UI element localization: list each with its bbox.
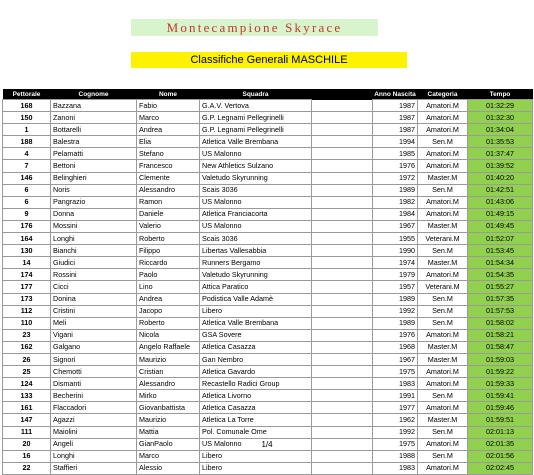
cell-categoria: Master.M xyxy=(418,220,468,232)
cell-squadra: Libero xyxy=(200,462,312,474)
cell-anno-nascita: 1990 xyxy=(373,245,418,257)
cell-cognome: Vigani xyxy=(51,329,137,341)
table-row xyxy=(3,100,533,112)
cell-pettorale: 168 xyxy=(3,100,51,112)
table-row xyxy=(3,402,533,414)
cell-tempo: 01:35:53 xyxy=(468,136,533,148)
cell-pettorale: 1 xyxy=(3,124,51,136)
cell-anno-nascita: 1984 xyxy=(373,208,418,220)
cell-anno-nascita: 1991 xyxy=(373,390,418,402)
cell-pettorale: 7 xyxy=(3,160,51,172)
cell-pettorale: 14 xyxy=(3,257,51,269)
cell-anno-nascita: 1987 xyxy=(373,112,418,124)
cell-cognome: Donna xyxy=(51,208,137,220)
cell-cognome: Balestra xyxy=(51,136,137,148)
cell-squadra: Atletica Casazza xyxy=(200,341,312,353)
cell-cognome: Cicci xyxy=(51,281,137,293)
cell-cognome: Galgano xyxy=(51,341,137,353)
cell-cognome: Angeli xyxy=(51,438,137,450)
cell-cognome: Bazzana xyxy=(51,100,137,112)
cell-cognome: Dismanti xyxy=(51,378,137,390)
cell-tempo: 01:53:45 xyxy=(468,245,533,257)
cell-squadra: US Malonno xyxy=(200,438,312,450)
cell-nome: Maurizio xyxy=(137,353,200,365)
cell-tempo: 01:32:30 xyxy=(468,112,533,124)
cell-blank xyxy=(312,353,373,365)
cell-anno-nascita: 1955 xyxy=(373,233,418,245)
cell-tempo: 01:37:47 xyxy=(468,148,533,160)
cell-blank xyxy=(312,462,373,474)
cell-nome: Fabio xyxy=(137,100,200,112)
cell-squadra: Attica Paratico xyxy=(200,281,312,293)
table-row xyxy=(3,148,533,160)
cell-anno-nascita: 1975 xyxy=(373,438,418,450)
cell-tempo: 01:55:27 xyxy=(468,281,533,293)
table-row xyxy=(3,353,533,365)
table-row xyxy=(3,124,533,136)
cell-tempo: 01:49:45 xyxy=(468,220,533,232)
cell-nome: Valerio xyxy=(137,220,200,232)
cell-tempo: 02:01:56 xyxy=(468,450,533,462)
cell-pettorale: 133 xyxy=(3,390,51,402)
cell-categoria: Sen.M xyxy=(418,293,468,305)
cell-squadra: Atletica Valle Brembana xyxy=(200,136,312,148)
cell-pettorale: 26 xyxy=(3,353,51,365)
cell-blank xyxy=(312,148,373,160)
cell-anno-nascita: 1987 xyxy=(373,100,418,112)
cell-tempo: 01:54:35 xyxy=(468,269,533,281)
table-row xyxy=(3,462,533,474)
table-header-row xyxy=(3,89,533,100)
cell-tempo: 01:59:46 xyxy=(468,402,533,414)
cell-pettorale: 124 xyxy=(3,378,51,390)
cell-anno-nascita: 1994 xyxy=(373,136,418,148)
cell-cognome: Pelamatti xyxy=(51,148,137,160)
cell-squadra: Atletica Gavardo xyxy=(200,366,312,378)
cell-nome: Mattia xyxy=(137,426,200,438)
page-subtitle: Classifiche Generali MASCHILE xyxy=(131,52,407,68)
cell-categoria: Sen.M xyxy=(418,426,468,438)
table-row xyxy=(3,378,533,390)
cell-cognome: Agazzi xyxy=(51,414,137,426)
cell-anno-nascita: 1977 xyxy=(373,402,418,414)
cell-cognome: Belinghieri xyxy=(51,172,137,184)
cell-blank xyxy=(312,233,373,245)
column-header-squadra: Squadra xyxy=(200,89,312,100)
cell-pettorale: 188 xyxy=(3,136,51,148)
column-header-blank xyxy=(312,89,373,100)
cell-categoria: Amatori.M xyxy=(418,124,468,136)
cell-nome: Paolo xyxy=(137,269,200,281)
cell-nome: Lino xyxy=(137,281,200,293)
cell-anno-nascita: 1985 xyxy=(373,148,418,160)
cell-pettorale: 162 xyxy=(3,341,51,353)
cell-anno-nascita: 1992 xyxy=(373,426,418,438)
cell-nome: Maurizio xyxy=(137,414,200,426)
column-header-anno-nascita: Anno Nascita xyxy=(374,90,416,98)
cell-squadra: Atletica Valle Brembana xyxy=(200,317,312,329)
cell-categoria: Master.M xyxy=(418,341,468,353)
cell-anno-nascita: 1992 xyxy=(373,305,418,317)
cell-categoria: Master.M xyxy=(418,414,468,426)
cell-nome: Alessio xyxy=(137,462,200,474)
cell-blank xyxy=(312,112,373,124)
table-row xyxy=(3,172,533,184)
cell-anno-nascita: 1983 xyxy=(373,462,418,474)
cell-cognome: Pangrazio xyxy=(51,196,137,208)
cell-pettorale: 4 xyxy=(3,148,51,160)
cell-anno-nascita: 1976 xyxy=(373,160,418,172)
cell-nome: Riccardo xyxy=(137,257,200,269)
cell-categoria: Amatori.M xyxy=(418,462,468,474)
cell-tempo: 01:49:15 xyxy=(468,208,533,220)
cell-categoria: Master.M xyxy=(418,172,468,184)
cell-anno-nascita: 1979 xyxy=(373,269,418,281)
cell-tempo: 01:59:33 xyxy=(468,378,533,390)
cell-anno-nascita: 1982 xyxy=(373,196,418,208)
cell-pettorale: 22 xyxy=(3,462,51,474)
cell-blank xyxy=(312,414,373,426)
table-row xyxy=(3,281,533,293)
cell-pettorale: 16 xyxy=(3,450,51,462)
cell-anno-nascita: 1967 xyxy=(373,220,418,232)
cell-nome: Roberto xyxy=(137,317,200,329)
cell-tempo: 01:58:47 xyxy=(468,341,533,353)
cell-blank xyxy=(312,196,373,208)
cell-anno-nascita: 1976 xyxy=(373,329,418,341)
cell-squadra: Runners Bergamo xyxy=(200,257,312,269)
cell-pettorale: 161 xyxy=(3,402,51,414)
cell-blank xyxy=(312,378,373,390)
cell-cognome: Cristini xyxy=(51,305,137,317)
cell-squadra: Scais 3036 xyxy=(200,184,312,196)
cell-pettorale: 174 xyxy=(3,269,51,281)
cell-nome: Ramon xyxy=(137,196,200,208)
cell-anno-nascita: 1989 xyxy=(373,317,418,329)
cell-tempo: 01:52:07 xyxy=(468,233,533,245)
cell-squadra: Gan Nembro xyxy=(200,353,312,365)
cell-pettorale: 150 xyxy=(3,112,51,124)
cell-categoria: Amatori.M xyxy=(418,269,468,281)
cell-squadra: US Malonno xyxy=(200,196,312,208)
table-row xyxy=(3,341,533,353)
cell-nome: Mirko xyxy=(137,390,200,402)
cell-nome: Andrea xyxy=(137,293,200,305)
table-row xyxy=(3,366,533,378)
cell-pettorale: 25 xyxy=(3,366,51,378)
cell-pettorale: 173 xyxy=(3,293,51,305)
cell-anno-nascita: 1974 xyxy=(373,257,418,269)
cell-cognome: Donina xyxy=(51,293,137,305)
cell-tempo: 01:59:03 xyxy=(468,353,533,365)
table-row xyxy=(3,329,533,341)
cell-nome: Jacopo xyxy=(137,305,200,317)
column-header-categoria: Categoria xyxy=(418,89,468,100)
cell-nome: Filippo xyxy=(137,245,200,257)
cell-anno-nascita: 1967 xyxy=(373,353,418,365)
cell-tempo: 02:02:45 xyxy=(468,462,533,474)
cell-anno-nascita: 1972 xyxy=(373,172,418,184)
cell-categoria: Sen.M xyxy=(418,390,468,402)
cell-anno-nascita: 1983 xyxy=(373,378,418,390)
cell-nome: Andrea xyxy=(137,124,200,136)
cell-pettorale: 6 xyxy=(3,184,51,196)
cell-squadra: Atletica Casazza xyxy=(200,402,312,414)
results-table xyxy=(2,89,533,475)
cell-pettorale: 110 xyxy=(3,317,51,329)
cell-blank xyxy=(312,269,373,281)
cell-nome: Angelo Raffaele xyxy=(137,341,200,353)
cell-nome: Nicola xyxy=(137,329,200,341)
cell-cognome: Maiolini xyxy=(51,426,137,438)
cell-squadra: GSA Sovere xyxy=(200,329,312,341)
table-row xyxy=(3,233,533,245)
table-row xyxy=(3,245,533,257)
cell-cognome: Zanoni xyxy=(51,112,137,124)
cell-categoria: Amatori.M xyxy=(418,366,468,378)
cell-cognome: Chemotti xyxy=(51,366,137,378)
cell-cognome: Longhi xyxy=(51,450,137,462)
cell-categoria: Veterani.M xyxy=(418,233,468,245)
table-row xyxy=(3,112,533,124)
cell-anno-nascita: 1968 xyxy=(373,341,418,353)
cell-squadra: Valetudo Skyrunning xyxy=(200,269,312,281)
column-header-pettorale: Pettorale xyxy=(3,89,51,100)
cell-blank xyxy=(312,136,373,148)
table-row xyxy=(3,317,533,329)
cell-cognome: Bettoni xyxy=(51,160,137,172)
cell-blank xyxy=(312,329,373,341)
cell-tempo: 01:59:51 xyxy=(468,414,533,426)
table-row xyxy=(3,136,533,148)
table-row xyxy=(3,293,533,305)
cell-tempo: 01:42:51 xyxy=(468,184,533,196)
cell-cognome: Noris xyxy=(51,184,137,196)
cell-categoria: Veterani.M xyxy=(418,281,468,293)
cell-nome: Roberto xyxy=(137,233,200,245)
cell-blank xyxy=(312,172,373,184)
cell-squadra: Podistica Valle Adamè xyxy=(200,293,312,305)
cell-categoria: Amatori.M xyxy=(418,100,468,112)
cell-blank xyxy=(312,160,373,172)
cell-categoria: Amatori.M xyxy=(418,378,468,390)
cell-cognome: Flaccadori xyxy=(51,402,137,414)
cell-squadra: Atletica La Torre xyxy=(200,414,312,426)
cell-categoria: Sen.M xyxy=(418,305,468,317)
cell-squadra: US Malonno xyxy=(200,220,312,232)
cell-categoria: Amatori.M xyxy=(418,148,468,160)
cell-tempo: 01:39:52 xyxy=(468,160,533,172)
cell-tempo: 01:34:04 xyxy=(468,124,533,136)
cell-anno-nascita: 1957 xyxy=(373,281,418,293)
cell-cognome: Staffieri xyxy=(51,462,137,474)
cell-pettorale: 112 xyxy=(3,305,51,317)
cell-categoria: Amatori.M xyxy=(418,160,468,172)
cell-cognome: Mossini xyxy=(51,220,137,232)
cell-blank xyxy=(312,100,373,112)
cell-blank xyxy=(312,402,373,414)
cell-tempo: 01:59:41 xyxy=(468,390,533,402)
cell-pettorale: 111 xyxy=(3,426,51,438)
cell-blank xyxy=(312,293,373,305)
cell-squadra: Pol. Comunale Ome xyxy=(200,426,312,438)
cell-blank xyxy=(312,257,373,269)
column-header-nome: Nome xyxy=(137,89,200,100)
cell-squadra: Recastello Radici Group xyxy=(200,378,312,390)
cell-nome: Daniele xyxy=(137,208,200,220)
cell-categoria: Sen.M xyxy=(418,245,468,257)
cell-categoria: Amatori.M xyxy=(418,196,468,208)
cell-squadra: Atletica Franciacorta xyxy=(200,208,312,220)
cell-blank xyxy=(312,305,373,317)
cell-tempo: 02:01:13 xyxy=(468,426,533,438)
cell-squadra: Libero xyxy=(200,450,312,462)
cell-pettorale: 20 xyxy=(3,438,51,450)
page-title: Montecampione Skyrace xyxy=(131,19,378,36)
cell-cognome: Rossini xyxy=(51,269,137,281)
cell-pettorale: 176 xyxy=(3,220,51,232)
cell-tempo: 01:58:02 xyxy=(468,317,533,329)
cell-tempo: 01:57:53 xyxy=(468,305,533,317)
cell-blank xyxy=(312,208,373,220)
cell-nome: Francesco xyxy=(137,160,200,172)
cell-tempo: 01:40:20 xyxy=(468,172,533,184)
cell-categoria: Amatori.M xyxy=(418,402,468,414)
table-row xyxy=(3,257,533,269)
cell-nome: GianPaolo xyxy=(137,438,200,450)
cell-squadra: Atletica Livorno xyxy=(200,390,312,402)
cell-nome: Stefano xyxy=(137,148,200,160)
table-row xyxy=(3,196,533,208)
cell-tempo: 01:54:34 xyxy=(468,257,533,269)
cell-tempo: 01:57:35 xyxy=(468,293,533,305)
cell-tempo: 01:32:29 xyxy=(468,100,533,112)
table-row xyxy=(3,160,533,172)
cell-blank xyxy=(312,184,373,196)
cell-tempo: 01:59:22 xyxy=(468,366,533,378)
cell-tempo: 02:01:35 xyxy=(468,438,533,450)
column-header-cognome: Cognome xyxy=(51,89,137,100)
cell-squadra: US Malonno xyxy=(200,148,312,160)
cell-anno-nascita: 1989 xyxy=(373,293,418,305)
cell-squadra: New Athletics Sulzano xyxy=(200,160,312,172)
cell-nome: Alessandro xyxy=(137,378,200,390)
cell-pettorale: 147 xyxy=(3,414,51,426)
cell-tempo: 01:43:06 xyxy=(468,196,533,208)
table-row xyxy=(3,220,533,232)
table-row xyxy=(3,426,533,438)
cell-blank xyxy=(312,450,373,462)
cell-blank xyxy=(312,390,373,402)
cell-blank xyxy=(312,317,373,329)
cell-categoria: Sen.M xyxy=(418,317,468,329)
cell-squadra: Libero xyxy=(200,305,312,317)
cell-nome: Cristian xyxy=(137,366,200,378)
cell-categoria: Sen.M xyxy=(418,184,468,196)
cell-anno-nascita: 1989 xyxy=(373,184,418,196)
cell-anno-nascita: 1988 xyxy=(373,450,418,462)
cell-blank xyxy=(312,366,373,378)
cell-anno-nascita: 1962 xyxy=(373,414,418,426)
cell-cognome: Bianchi xyxy=(51,245,137,257)
table-row xyxy=(3,414,533,426)
cell-nome: Marco xyxy=(137,450,200,462)
cell-blank xyxy=(312,426,373,438)
cell-anno-nascita: 1975 xyxy=(373,366,418,378)
cell-nome: Clemente xyxy=(137,172,200,184)
cell-cognome: Signori xyxy=(51,353,137,365)
cell-cognome: Bottarelli xyxy=(51,124,137,136)
cell-pettorale: 23 xyxy=(3,329,51,341)
cell-squadra: Libertas Vallesabbia xyxy=(200,245,312,257)
cell-nome: Elia xyxy=(137,136,200,148)
cell-categoria: Amatori.M xyxy=(418,208,468,220)
page-number: 1/4 xyxy=(261,440,273,449)
cell-pettorale: 9 xyxy=(3,208,51,220)
cell-blank xyxy=(312,245,373,257)
cell-squadra: Valetudo Skyrunning xyxy=(200,172,312,184)
cell-blank xyxy=(312,341,373,353)
cell-squadra: Scais 3036 xyxy=(200,233,312,245)
cell-categoria: Sen.M xyxy=(418,450,468,462)
column-header-tempo: Tempo xyxy=(468,89,533,100)
cell-tempo: 01:58:21 xyxy=(468,329,533,341)
table-row xyxy=(3,269,533,281)
cell-pettorale: 177 xyxy=(3,281,51,293)
cell-blank xyxy=(312,124,373,136)
cell-cognome: Giudici xyxy=(51,257,137,269)
cell-categoria: Master.M xyxy=(418,257,468,269)
cell-categoria: Amatori.M xyxy=(418,438,468,450)
cell-squadra: G.P. Legnami Pellegrinelli xyxy=(200,112,312,124)
table-row xyxy=(3,390,533,402)
cell-categoria: Master.M xyxy=(418,353,468,365)
cell-squadra: G.P. Legnami Pellegrinelli xyxy=(200,124,312,136)
cell-pettorale: 130 xyxy=(3,245,51,257)
table-row xyxy=(3,184,533,196)
cell-categoria: Sen.M xyxy=(418,136,468,148)
cell-cognome: Longhi xyxy=(51,233,137,245)
table-row xyxy=(3,305,533,317)
cell-nome: Giovanbattista xyxy=(137,402,200,414)
cell-squadra: G.A.V. Vertova xyxy=(200,100,312,112)
cell-nome: Marco xyxy=(137,112,200,124)
cell-anno-nascita: 1987 xyxy=(373,124,418,136)
cell-nome: Alessandro xyxy=(137,184,200,196)
cell-categoria: Amatori.M xyxy=(418,112,468,124)
cell-cognome: Becherini xyxy=(51,390,137,402)
cell-blank xyxy=(312,220,373,232)
table-row xyxy=(3,450,533,462)
cell-blank xyxy=(312,281,373,293)
cell-categoria: Amatori.M xyxy=(418,329,468,341)
cell-pettorale: 164 xyxy=(3,233,51,245)
cell-pettorale: 6 xyxy=(3,196,51,208)
cell-cognome: Meli xyxy=(51,317,137,329)
cell-pettorale: 146 xyxy=(3,172,51,184)
table-row xyxy=(3,208,533,220)
